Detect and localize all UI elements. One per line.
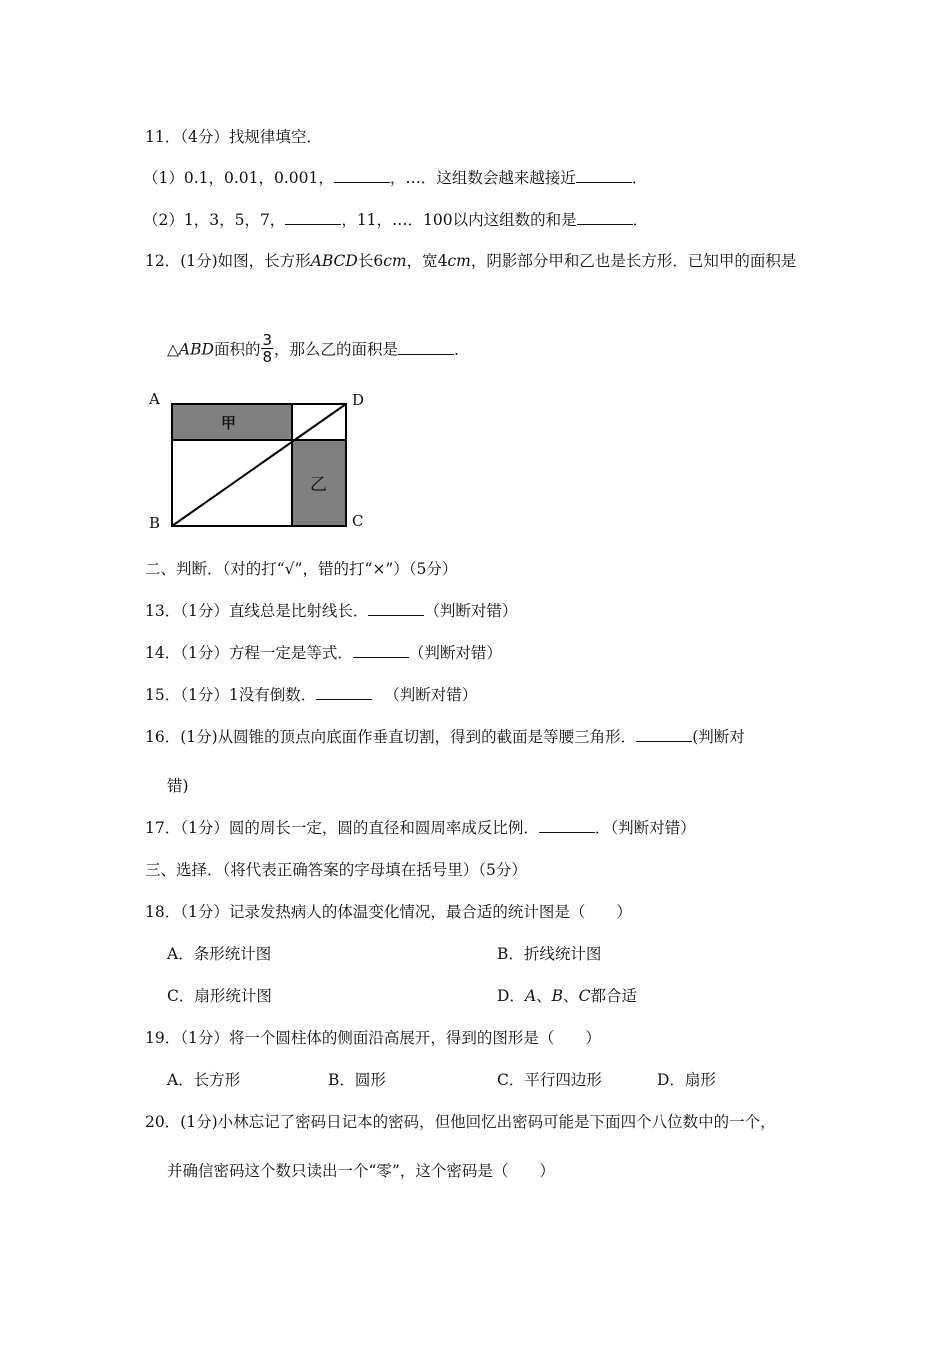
section2-heading: 二、判断．（对的打“√”，错的打“×”）（5分）: [145, 560, 458, 578]
label-d: D: [352, 391, 365, 409]
q12-text-cont: △ABD面积的 $\frac{3}{8}$ ，那么乙的面积是 ．: [167, 331, 470, 366]
label-c: C: [352, 512, 364, 530]
label-jia: 甲: [221, 414, 237, 432]
q11-heading: 11．（4分）找规律填空．: [145, 128, 322, 146]
q19-heading: 19．（1分）将一个圆柱体的侧面沿高展开，得到的图形是（ ）: [145, 1029, 601, 1047]
q11-part2: （2）1，3，5，7， ，11，…．100以内这组数的和是 ．: [143, 211, 649, 229]
q17: 17．（1分）圆的周长一定，圆的直径和圆周率成反比例． ．（判断对错）: [145, 819, 696, 837]
answer-blank[interactable]: [285, 210, 341, 225]
q12-text: 12．(1分)如图，长方形ABCD长6cm，宽4cm，阴影部分甲和乙也是长方形．已知甲的面积是: [145, 252, 797, 270]
q13: 13．（1分）直线总是比射线长． （判断对错）: [145, 602, 518, 620]
q18-heading: 18．（1分）记录发热病人的体温变化情况，最合适的统计图是（ ）: [145, 903, 632, 921]
q19-option-b[interactable]: B．圆形: [328, 1071, 386, 1089]
answer-blank[interactable]: [316, 685, 372, 700]
answer-blank[interactable]: [539, 818, 595, 833]
q18-option-b[interactable]: B．折线统计图: [497, 945, 602, 963]
answer-blank[interactable]: [398, 340, 454, 355]
q15: 15．（1分）1没有倒数． （判断对错）: [145, 686, 478, 704]
fraction-three-eighths: $\frac{3}{8}$: [262, 331, 272, 366]
rectangle-figure: [145, 388, 385, 538]
q18-option-a[interactable]: A．条形统计图: [167, 945, 272, 963]
q18-option-c[interactable]: C．扇形统计图: [167, 987, 272, 1005]
q20-text: 20．(1分)小林忘记了密码日记本的密码，但他回忆出密码可能是下面四个八位数中的一个，: [145, 1113, 776, 1131]
answer-blank[interactable]: [636, 727, 692, 742]
label-a: A: [149, 390, 160, 408]
q11-part1: （1）0.1，0.01，0.001， ，…．这组数会越来越接近 ．: [143, 169, 648, 187]
q19-option-a[interactable]: A．长方形: [167, 1071, 241, 1089]
q14: 14．（1分）方程一定是等式． （判断对错）: [145, 644, 502, 662]
answer-blank[interactable]: [353, 643, 409, 658]
answer-blank[interactable]: [334, 168, 390, 183]
q16: 16．(1分)从圆锥的顶点向底面作垂直切割，得到的截面是等腰三角形． (判断对: [145, 728, 745, 746]
q20-text-cont: 并确信密码这个数只读出一个“零”，这个密码是（ ）: [167, 1162, 555, 1180]
q18-option-d[interactable]: D．A、B、C都合适: [497, 987, 637, 1005]
rectangle-diagram: [145, 388, 385, 538]
section3-heading: 三、选择．（将代表正确答案的字母填在括号里）（5分）: [145, 861, 527, 879]
answer-blank[interactable]: [577, 210, 633, 225]
answer-blank[interactable]: [576, 168, 632, 183]
answer-blank[interactable]: [368, 601, 424, 616]
label-yi: 乙: [310, 475, 327, 495]
q16-cont: 错): [167, 777, 189, 795]
q19-option-c[interactable]: C．平行四边形: [497, 1071, 602, 1089]
q19-option-d[interactable]: D．扇形: [657, 1071, 716, 1089]
label-b: B: [149, 514, 161, 532]
